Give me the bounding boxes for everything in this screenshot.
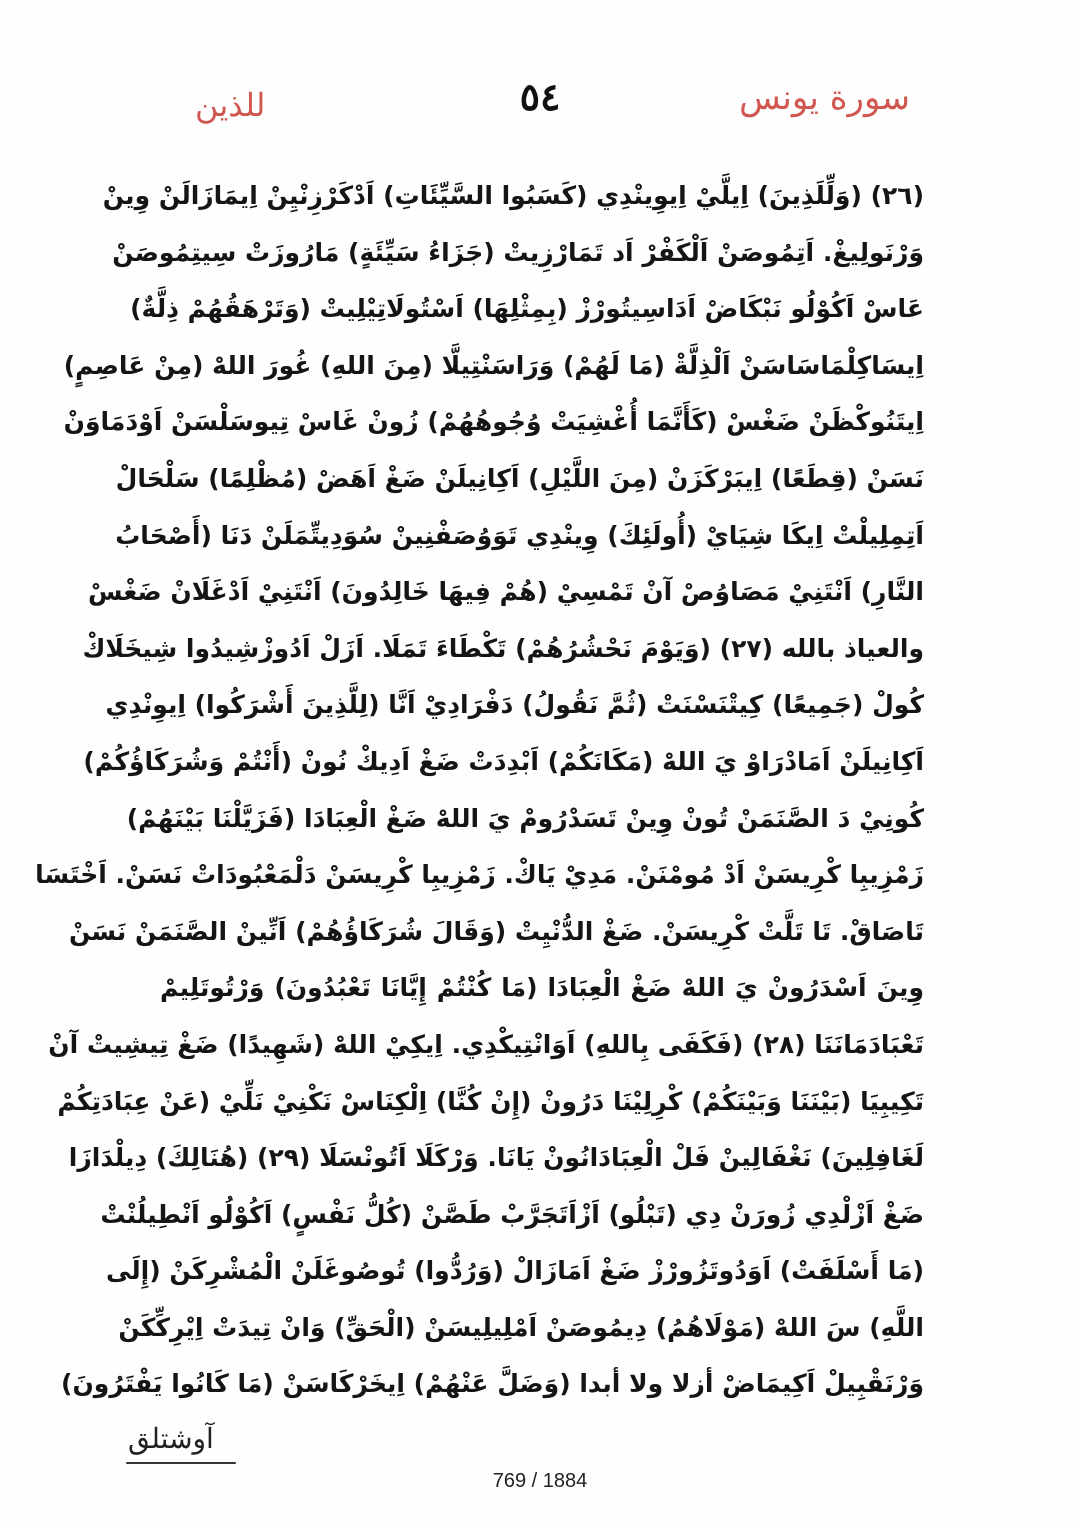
page-number: ٥٤ — [519, 74, 561, 119]
text-line: اَتِمِلِيلْتْ اِيكَا شِيَايْ (أُولَئِكَ) وِينْدِي تَوَوُصَفْنِينْ سُوَدِيتِّمَلَنْ دَنَا (أَصْحَابُ — [115, 520, 924, 550]
text-line: زَمْزِيبِا كْرِيسَنْ اَدْ مُومْنَنْ. مَدِيْ يَاكْ. زَمْزِيبِا كْرِيسَنْ دَلْمَعْبُودَاتْ نَسَنْ. اَخْتَسَا — [35, 860, 924, 890]
text-line: كُولْ (جَمِيعًا) كِيتْنَسْنَتْ (ثُمَّ نَقُولُ) دَفْرَادِيْ اَنَّا (لِلَّذِينَ أَشْرَكُوا) اِيوِنْدِي — [105, 690, 924, 720]
catchword-underline — [126, 1462, 236, 1464]
text-line: اِيتَنُوكْظَنْ ضَغْسْ (كَأَنَّمَا أُغْشِيَتْ وُجُوهُهُمْ) زُونْ غَاسْ تِيوسَلْسَنْ اَوْدَمَاوَنْ — [63, 407, 924, 437]
text-line: وَرْنَقْبِيلْ اَكِيمَاضْ أزلا ولا أبدا (وَضَلَّ عَنْهُمْ) اِيخَرْكَاسَنْ (مَا كَانُوا يَفْتَرُونَ) — [61, 1369, 924, 1399]
text-line: (٢٦) (وَلِّلَذِينَ) اِيلَّيْ اِيوِينْدِي (كَسَبُوا السَّيِّئَاتِ) اَدْكَرْزِنْيِنْ اِيمَازَالَنْ وِينْ — [102, 181, 924, 210]
keyword-note: للذين — [195, 86, 266, 124]
surah-name: سورة يونس — [739, 78, 910, 118]
text-line: وَرْنَولِيغْ. اَتِمُوصَنْ اَلْكَفْرْ اَد تَمَارْزِيتْ (جَزَاءُ سَيِّئَةٍ) مَارُوزَتْ سِيتِمُوصَنْ — [112, 237, 924, 267]
text-line: والعياذ بالله (٢٧) (وَيَوْمَ نَحْشُرُهُمْ) تَكْطَاءَ تَمَلَا. اَزَلْ اَدُوزْشِيدُوا شِيخَلَاكْ — [82, 633, 924, 663]
text-line: ضَغْ اَزْلْدِي زُورَنْ دِي (تَبْلُو) اَزْاَتَجَرَّبْ طَصَّنْ (كُلُّ نَفْسٍ) اَكُوْلُو اَنْطِيلُنْتْ — [100, 1199, 924, 1229]
text-line: نَسَنْ (قِطَعًا) اِيبَرْكَزَنْ (مِنَ اللَّيْلِ) اَكِانِيلَنْ ضَغْ اَهَضْ (مُظْلِمًا) سَلْحَالْ — [115, 463, 924, 493]
catchword: آوشتلق — [128, 1422, 214, 1455]
text-line: تَعْبَادَمَانَنَا (٢٨) (فَكَفَى بِاللهِ) اَوَانْتِيكْدِي. اِيكِيْ اللهْ (شَهِيدًا) ضَغْ تِيشِيتْ آنْ — [48, 1029, 924, 1059]
text-line: اللَّهِ) سَ اللهْ (مَوْلَاهُمُ) دِيمُوصَنْ اَمْلِيلِيسَنْ (الْحَقِّ) وَانْ تِيدَتْ اِيْرِكِّكَنْ — [118, 1312, 924, 1342]
page-header — [0, 70, 1080, 140]
body-text — [35, 168, 924, 1413]
text-line: عَاسْ اَكُوْلُو نَبْكَاضْ اَدَاسِيتُورْزْ (بِمِثْلِهَا) اَسْتُولَاتِيْلِيتْ (وَتَرْهَقُهُمْ ذِلَّةٌ) — [130, 294, 924, 324]
text-line: كُونِيْ دَ الصَّنَمَنْ تُونْ وِينْ تَسَدْرُومْ يَ اللهْ ضَغْ الْعِبَادَا (فَزَيَّلْنَا بَيْنَهُمْ) — [126, 803, 924, 833]
page-indicator: 769 / 1884 — [492, 1470, 588, 1492]
text-line: تَكِيبِيَا (بَيْنَنَا وَبَيْنَكُمْ) كْرِلِيْنَا دَرُونْ (إِنْ كُنَّا) اِلْكِنَاسْ نَكْنِيْ نَلِّيْ (عَنْ عِبَادَتِكُمْ — [57, 1086, 924, 1116]
text-line: وِينَ اَسْدَرُونْ يَ اللهْ ضَغْ الْعِبَادَا (مَا كُنْتُمْ إِيَّانَا تَعْبُدُونَ) وَرْتُوتَلِيمْ — [160, 973, 924, 1003]
text-line: اَكِانِيلَنْ اَمَادْرَاوْ يَ اللهْ (مَكَانَكُمْ) اَبْدِدَتْ ضَغْ اَدِيكْ نُونْ (أَنْتُمْ وَشُرَكَاؤُكُمْ) — [83, 746, 924, 776]
text-line: اِيسَاكِلْمَاسَاسَنْ اَلْذِلَّةْ (مَا لَهُمْ) وَرَاسَنْتِيلَّا (مِنَ اللهِ) غُورَ اللهْ (مِنْ عَاصِمٍ) — [63, 350, 924, 380]
text-line: النَّارِ) اَنْتَنِيْ مَصَاوُصْ آنْ تَمْسِيْ (هُمْ فِيهَا خَالِدُونَ) اَنْتَنِيْ اَدْغَلَانْ ضَغْسْ — [88, 577, 924, 607]
text-line: تَاصَاقْ. تَا تَلَّتْ كْرِيسَنْ. ضَغْ الدُّنْيِتْ (وَقَالَ شُرَكَاؤُهُمْ) اَنِّينْ الصَّنَمَنْ نَسَنْ — [68, 916, 924, 946]
text-line: لَغَافِلِينَ) نَغْفَالِينْ فَلْ الْعِبَادَانُونْ يَانَا. وَرْكَلَا اَتُونْسَلَا (٢٩) (هُنَالِكَ) دِيلْدَازَا — [68, 1143, 924, 1173]
text-line: (مَا أَسْلَفَتْ) اَوَدُوتَزُورْزْ ضَغْ اَمَازَالْ (وَرُدُّوا) تُوصُوغَلَنْ الْمُشْرِكَنْ (إِلَى — [105, 1256, 924, 1286]
